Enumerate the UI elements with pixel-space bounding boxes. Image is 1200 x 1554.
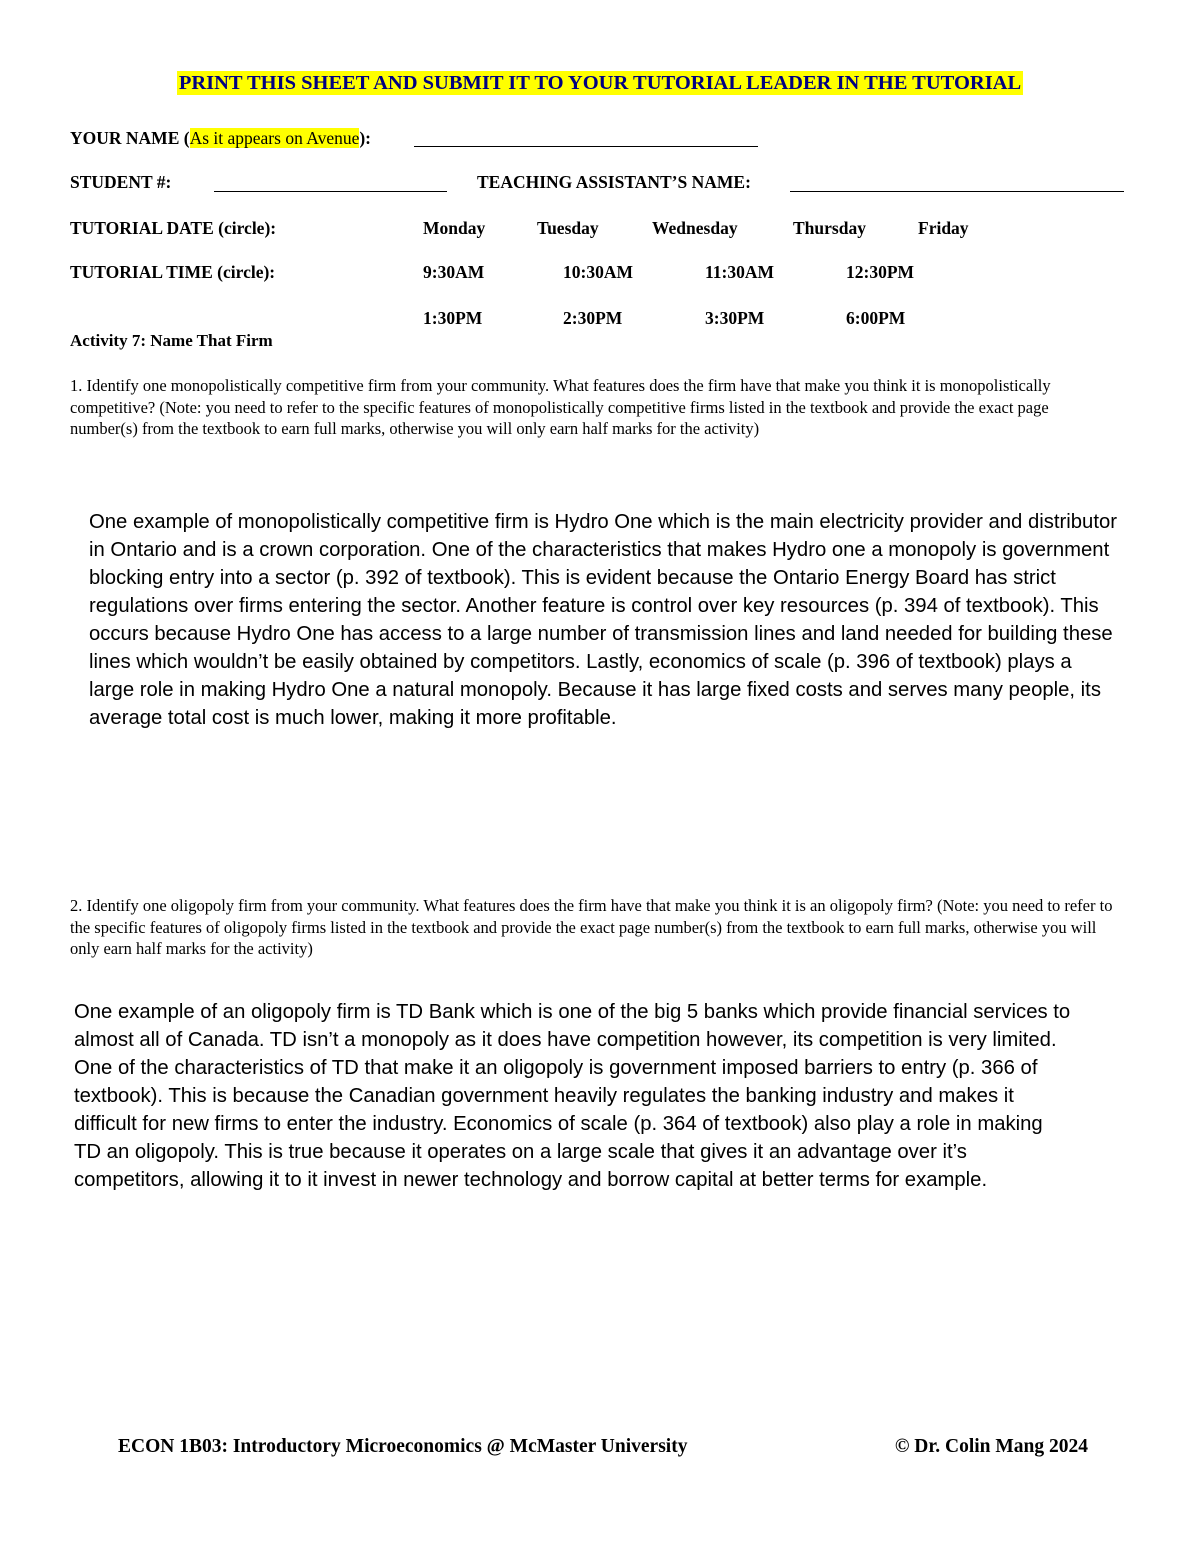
- footer: [118, 1436, 1088, 1458]
- name-label-end: ):: [359, 128, 372, 148]
- activity-title: Activity 7: Name That Firm: [70, 331, 273, 350]
- print-instruction: [0, 72, 1200, 95]
- name-hint: As it appears on Avenue: [189, 128, 360, 148]
- name-blank[interactable]: [414, 146, 758, 147]
- time-option[interactable]: 12:30PM: [846, 262, 915, 282]
- time-option[interactable]: 9:30AM: [423, 262, 485, 282]
- student-number-blank[interactable]: [214, 191, 447, 192]
- question-1: 1. Identify one monopolistically competitive firm from your community. What features does the firm have that make you think it is monopolistically competitive? (Note: you need to refer to the specific features of monopolistically competitive firms listed in the textbook and provide the exact page number(s) from the textbook to earn full marks, otherwise you will only earn half marks for the activity): [70, 376, 1051, 438]
- answer-1: One example of monopolistically competitive firm is Hydro One which is the main electricity provider and distributor in Ontario and is a crown corporation. One of the characteristics that makes Hydro one a monopoly is government blocking entry into a sector (p. 392 of textbook). This is evident because the Ontario Energy Board has strict regulations over firms entering the sector. Another feature is control over key resources (p. 394 of textbook). This occurs because Hydro One has access to a large number of transmission lines and land needed for building these lines which wouldn’t be easily obtained by competitors. Lastly, economics of scale (p. 396 of textbook) plays a large role in making Hydro One a natural monopoly. Because it has large fixed costs and serves many people, its average total cost is much lower, making it more profitable.: [89, 511, 1117, 729]
- time-option[interactable]: 6:00PM: [846, 308, 906, 328]
- day-option-thursday[interactable]: Thursday: [793, 218, 866, 238]
- time-option[interactable]: 3:30PM: [705, 308, 765, 328]
- answer-2: One example of an oligopoly firm is TD Bank which is one of the big 5 banks which provide financial services to almost all of Canada. TD isn’t a monopoly as it does have competition however, its competition is very limited. One of the characteristics of TD that make it an oligopoly is government imposed barriers to entry (p. 366 of textbook). This is because the Canadian government heavily regulates the banking industry and makes it difficult for new firms to enter the industry. Economics of scale (p. 364 of textbook) also play a role in making TD an oligopoly. This is true because it operates on a large scale that gives it an advantage over it’s competitors, allowing it to it invest in newer technology and borrow capital at better terms for example.: [74, 1001, 1071, 1191]
- time-option[interactable]: 11:30AM: [705, 262, 775, 282]
- ta-name-blank[interactable]: [790, 191, 1124, 192]
- time-option[interactable]: 1:30PM: [423, 308, 483, 328]
- tutorial-time-label: TUTORIAL TIME (circle):: [70, 262, 276, 282]
- time-option[interactable]: 10:30AM: [563, 262, 633, 282]
- day-option-friday[interactable]: Friday: [918, 218, 969, 238]
- name-label: YOUR NAME (: [70, 128, 190, 148]
- ta-label: TEACHING ASSISTANT’S NAME:: [477, 172, 751, 192]
- print-instruction-text: PRINT THIS SHEET AND SUBMIT IT TO YOUR TUTORIAL LEADER IN THE TUTORIAL: [178, 72, 1022, 94]
- day-option-monday[interactable]: Monday: [423, 218, 486, 238]
- time-option[interactable]: 2:30PM: [563, 308, 623, 328]
- name-label-group: [70, 128, 371, 149]
- footer-course: ECON 1B03: Introductory Microeconomics @ McMaster University: [118, 1436, 688, 1457]
- tutorial-date-label: TUTORIAL DATE (circle):: [70, 218, 277, 238]
- day-option-wednesday[interactable]: Wednesday: [652, 218, 738, 238]
- question-2: 2. Identify one oligopoly firm from your community. What features does the firm have that make you think it is an oligopoly firm? (Note: you need to refer to the specific features of oligopoly firms listed in the textbook and provide the exact page number(s) from the textbook to earn full marks, otherwise you will only earn half marks for the activity): [70, 896, 1113, 958]
- student-label: STUDENT #:: [70, 172, 172, 192]
- footer-copyright: © Dr. Colin Mang 2024: [894, 1436, 1088, 1457]
- day-option-tuesday[interactable]: Tuesday: [537, 218, 599, 238]
